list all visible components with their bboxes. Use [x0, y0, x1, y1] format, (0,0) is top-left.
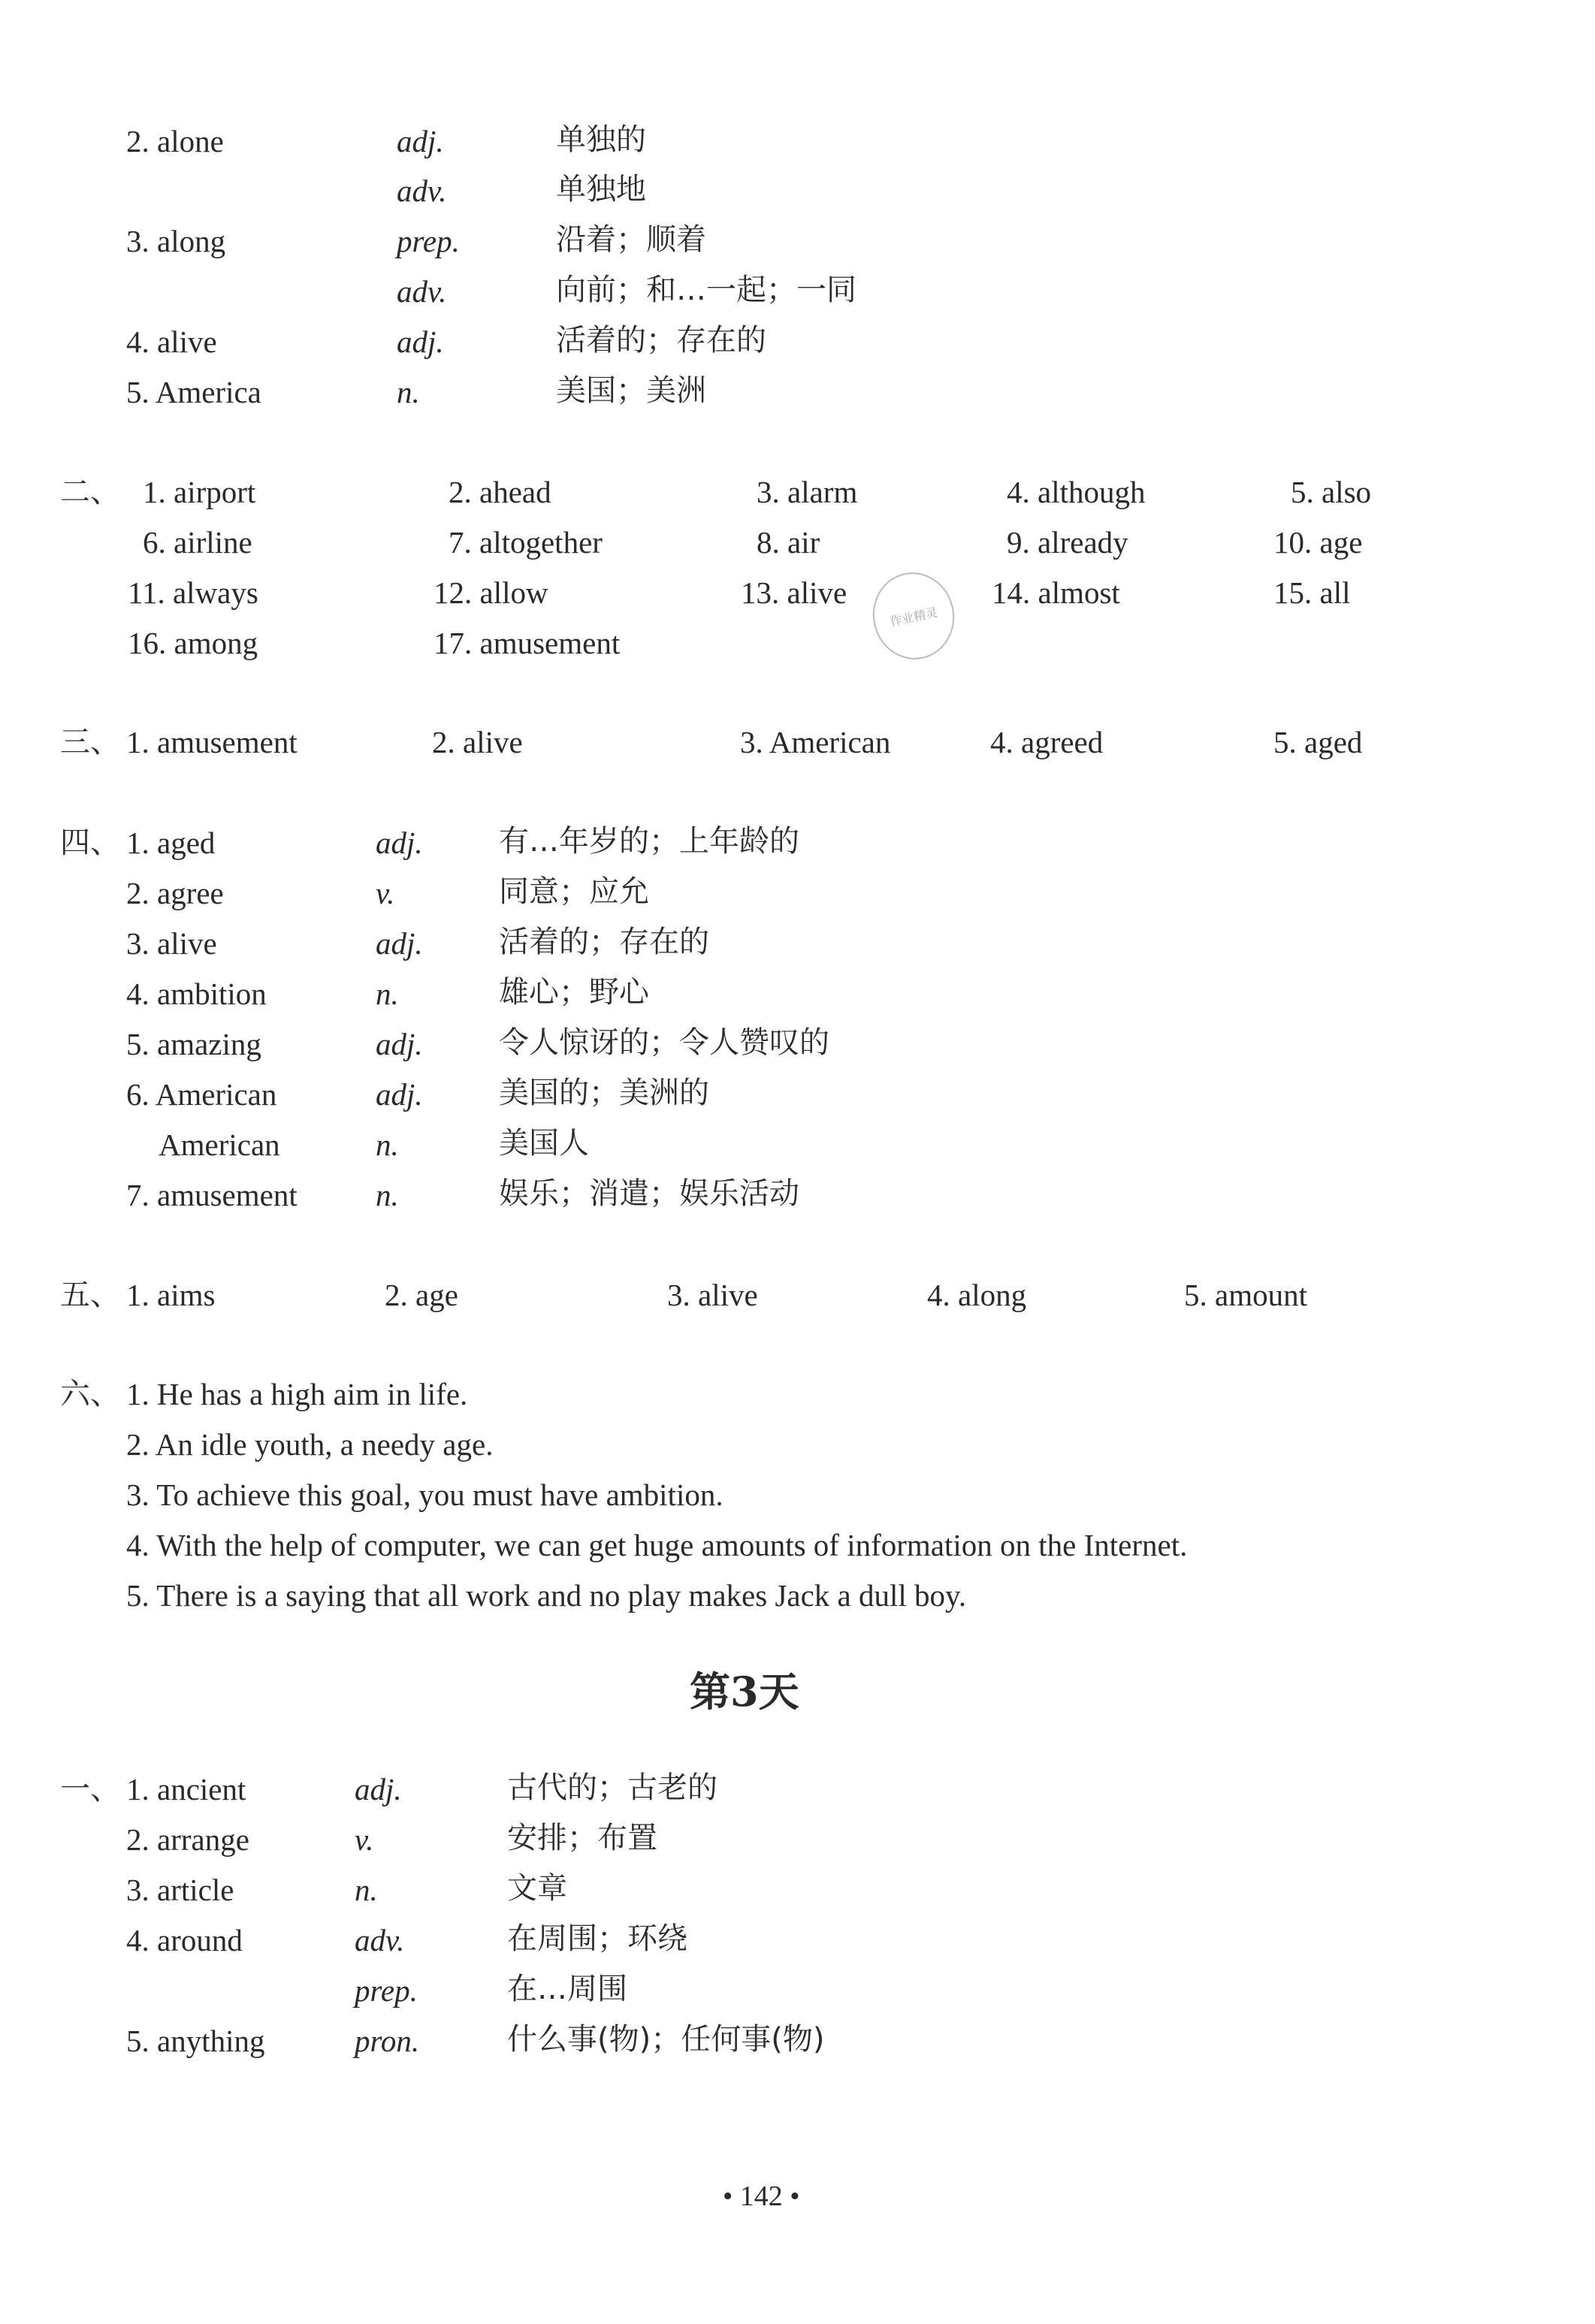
s4-meaning: 同意；应允: [499, 874, 649, 909]
day3-pos: n.: [355, 1873, 378, 1907]
s2-item: 14. almost: [992, 575, 1120, 610]
day3-word: 3. article: [126, 1873, 234, 1907]
s6-sentence: 4. With the help of computer, we can get huge amounts of information on the Internet.: [126, 1528, 1188, 1562]
s4-pos: v.: [376, 876, 395, 910]
s2-item: 9. already: [1007, 525, 1128, 560]
s2-item: 10. age: [1273, 525, 1363, 560]
day3-pos: adv.: [355, 1923, 405, 1957]
s5-item: 1. aims: [126, 1278, 216, 1312]
day3-meaning: 什么事(物)；任何事(物): [507, 2022, 825, 2057]
day3-word: 1. ancient: [126, 1772, 246, 1806]
day3-pos: v.: [355, 1822, 374, 1857]
s6-sentence: 3. To achieve this goal, you must have ambition.: [126, 1477, 723, 1512]
s3-item: 1. amusement: [126, 725, 298, 759]
s4-pos: adj.: [376, 926, 423, 961]
s2-item: 7. altogether: [449, 525, 603, 560]
s3-label: 三、: [60, 725, 120, 759]
s4-word: 2. agree: [126, 876, 224, 910]
s3-item: 4. agreed: [990, 725, 1104, 759]
s4-label: 四、: [60, 825, 120, 860]
s2-item: 4. although: [1007, 475, 1146, 509]
s2-item: 12. allow: [433, 575, 548, 610]
s1-meaning: 活着的；存在的: [556, 323, 766, 358]
s5-label: 五、: [60, 1278, 120, 1312]
s1-pos: adj.: [397, 324, 444, 359]
s2-item: 5. also: [1291, 475, 1372, 509]
s6-sentence: 1. He has a high aim in life.: [126, 1377, 468, 1411]
s4-word: 4. ambition: [126, 976, 267, 1011]
day3-meaning: 安排；布置: [507, 1821, 657, 1855]
s4-meaning: 令人惊讶的；令人赞叹的: [499, 1025, 829, 1060]
stamp-text: 作业精灵: [888, 605, 939, 629]
s1-word: 5. America: [126, 375, 261, 409]
day3-meaning: 文章: [507, 1871, 567, 1906]
s1-pos: adj.: [397, 124, 444, 158]
s1-word: 4. alive: [126, 324, 217, 359]
s4-meaning: 有…年岁的；上年龄的: [499, 824, 799, 859]
s2-item: 2. ahead: [449, 475, 551, 509]
s4-meaning: 美国的；美洲的: [499, 1076, 709, 1110]
s5-item: 2. age: [385, 1278, 458, 1312]
day3-pos: pron.: [355, 2024, 420, 2058]
day3-label: 一、: [60, 1772, 120, 1806]
s4-word: 1. aged: [126, 825, 216, 860]
s2-item: 6. airline: [143, 525, 252, 560]
s4-word: 5. amazing: [126, 1027, 261, 1061]
s1-pos: n.: [397, 375, 420, 409]
s2-label: 二、: [60, 475, 120, 509]
s4-pos: adj.: [376, 1027, 423, 1061]
s1-meaning: 沿着；顺着: [556, 222, 706, 257]
s4-word: American: [159, 1127, 280, 1162]
s1-meaning: 美国；美洲: [556, 373, 706, 408]
s4-meaning: 美国人: [499, 1126, 589, 1160]
day3-pos: prep.: [355, 1973, 418, 2008]
s4-pos: adj.: [376, 825, 423, 860]
s4-word: 3. alive: [126, 926, 217, 961]
s1-meaning: 向前；和…一起；一同: [556, 273, 856, 307]
s4-word: 6. American: [126, 1077, 277, 1112]
s6-label: 六、: [60, 1377, 120, 1411]
s4-meaning: 雄心；野心: [499, 975, 649, 1010]
s4-pos: adj.: [376, 1077, 423, 1112]
s2-item: 16. among: [128, 626, 258, 660]
stamp-watermark: [865, 565, 962, 667]
day3-pos: adj.: [355, 1772, 402, 1806]
s2-item: 13. alive: [741, 575, 847, 610]
s6-sentence: 5. There is a saying that all work and no play makes Jack a dull boy.: [126, 1578, 967, 1613]
s4-meaning: 活着的；存在的: [499, 925, 709, 959]
s2-item: 17. amusement: [433, 626, 621, 660]
day3-meaning: 在…周围: [507, 1972, 627, 2006]
s2-item: 1. airport: [143, 475, 256, 509]
s2-item: 11. always: [128, 575, 258, 610]
day3-meaning: 在周围；环绕: [507, 1921, 687, 1956]
s1-pos: prep.: [397, 224, 460, 258]
s6-sentence: 2. An idle youth, a needy age.: [126, 1427, 494, 1462]
s3-item: 2. alive: [432, 725, 523, 759]
s3-item: 3. American: [740, 725, 891, 759]
day3-meaning: 古代的；古老的: [507, 1770, 717, 1805]
s1-meaning: 单独的: [556, 122, 646, 157]
s5-item: 5. amount: [1184, 1278, 1307, 1312]
s4-pos: n.: [376, 1127, 399, 1162]
s4-pos: n.: [376, 1178, 399, 1212]
day3-word: 5. anything: [126, 2024, 265, 2058]
page-number: • 142 •: [723, 2181, 800, 2212]
s1-word: 2. alone: [126, 124, 224, 158]
s1-pos: adv.: [397, 174, 447, 208]
day3-word: 2. arrange: [126, 1822, 249, 1857]
s1-meaning: 单独地: [556, 172, 646, 207]
s3-item: 5. aged: [1273, 725, 1363, 759]
s2-item: 8. air: [757, 525, 820, 560]
s4-pos: n.: [376, 976, 399, 1011]
s4-meaning: 娱乐；消遣；娱乐活动: [499, 1176, 799, 1211]
s5-item: 3. alive: [667, 1278, 758, 1312]
s1-word: 3. along: [126, 224, 226, 258]
s2-item: 15. all: [1273, 575, 1351, 610]
s5-item: 4. along: [927, 1278, 1027, 1312]
s4-word: 7. amusement: [126, 1178, 298, 1212]
s2-item: 3. alarm: [757, 475, 858, 509]
day-title: 第3天: [690, 1668, 799, 1716]
s1-pos: adv.: [397, 274, 447, 309]
day3-word: 4. around: [126, 1923, 243, 1957]
